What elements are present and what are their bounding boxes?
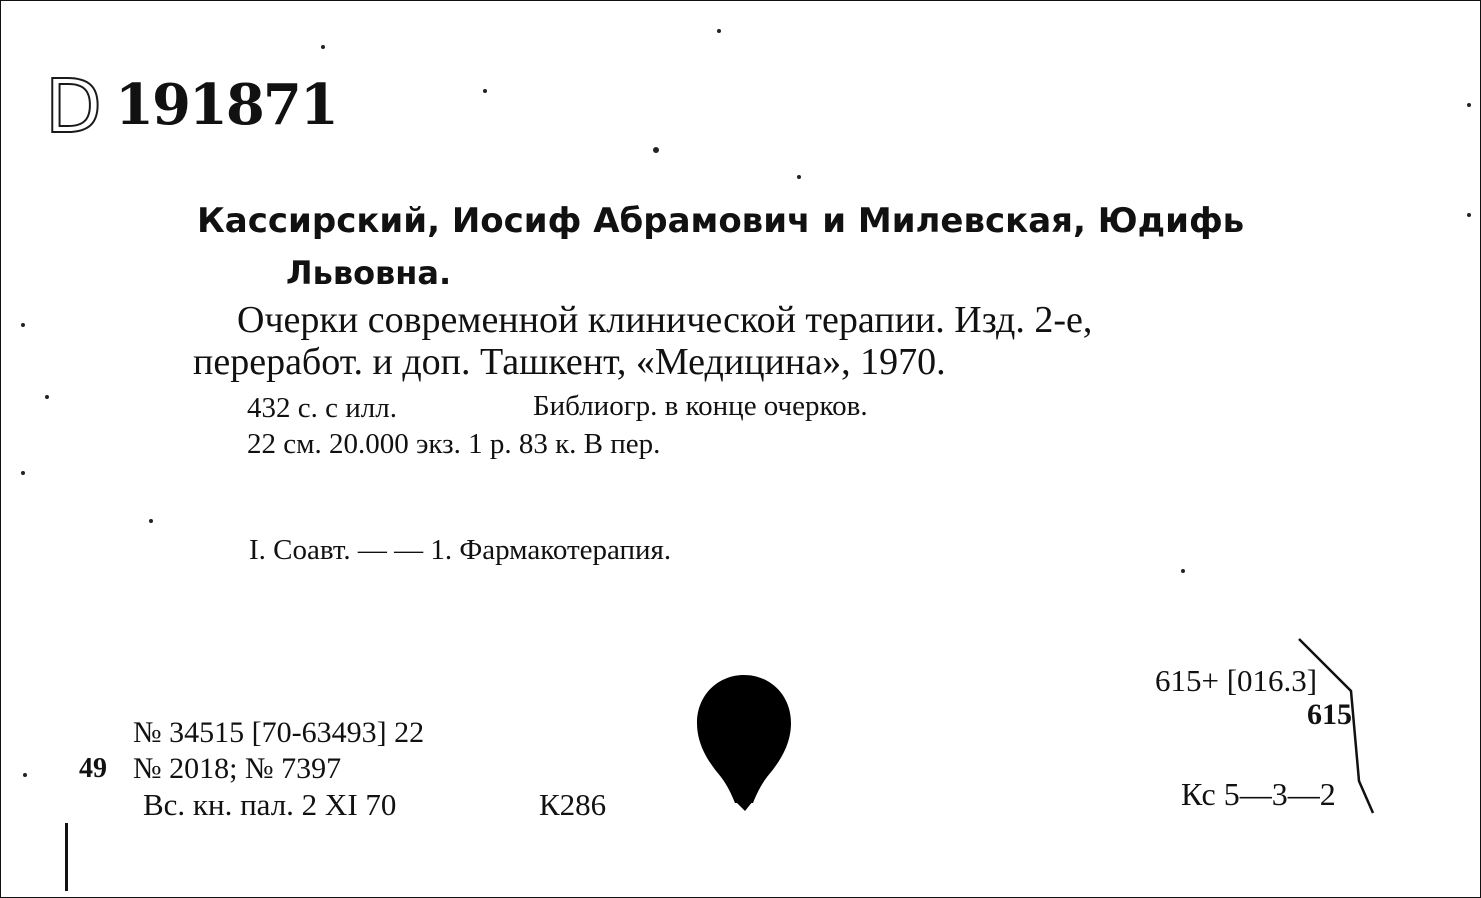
scan-speck (21, 471, 25, 475)
registration-number: № 34515 [70-63493] 22 (133, 716, 425, 749)
scan-speck (1181, 569, 1185, 573)
card-code: К286 (539, 787, 607, 822)
title-statement: Очерки современной клинической терапии. Изд. 2-е, (237, 299, 1093, 341)
scan-speck (717, 29, 721, 33)
price-code: Кс 5—3—2 (1181, 776, 1336, 812)
collation-pages: 432 с. с илл. (247, 392, 397, 424)
title-statement-continued: переработ. и доп. Ташкент, «Медицина», 1970. (193, 341, 946, 383)
scan-speck (23, 773, 27, 777)
scan-speck (797, 175, 801, 179)
inventory-number: 191871 (115, 72, 337, 138)
scan-speck (1467, 103, 1471, 107)
bibliography-note: Библиогр. в конце очерков. (533, 390, 868, 422)
scan-speck (321, 45, 325, 49)
batch-number: 49 (79, 753, 107, 784)
scan-speck (1467, 213, 1471, 217)
scan-speck (45, 395, 49, 399)
author-heading-continued: Львовна. (286, 254, 452, 292)
library-stamp-d: D (45, 64, 102, 150)
author-heading: Кассирский, Иосиф Абрамович и Милевская, Юдифь (197, 201, 1245, 241)
scan-speck (653, 147, 659, 153)
order-numbers: № 2018; № 7397 (133, 752, 342, 785)
udc-shelf-mark: 615 (1307, 698, 1352, 731)
scan-speck (21, 323, 25, 327)
scratch-mark (65, 823, 68, 891)
pen-stroke-mark (1291, 631, 1381, 821)
punch-hole-icon (695, 673, 793, 813)
scan-speck (483, 89, 487, 93)
scan-speck (149, 519, 153, 523)
tracings: I. Соавт. — — 1. Фармакотерапия. (249, 534, 672, 566)
udc-classification: 615+ [016.3] (1155, 663, 1318, 698)
collation-size-price: 22 см. 20.000 экз. 1 р. 83 к. В пер. (247, 428, 661, 460)
book-chamber-date: Вс. кн. пал. 2 XI 70 (143, 787, 397, 822)
